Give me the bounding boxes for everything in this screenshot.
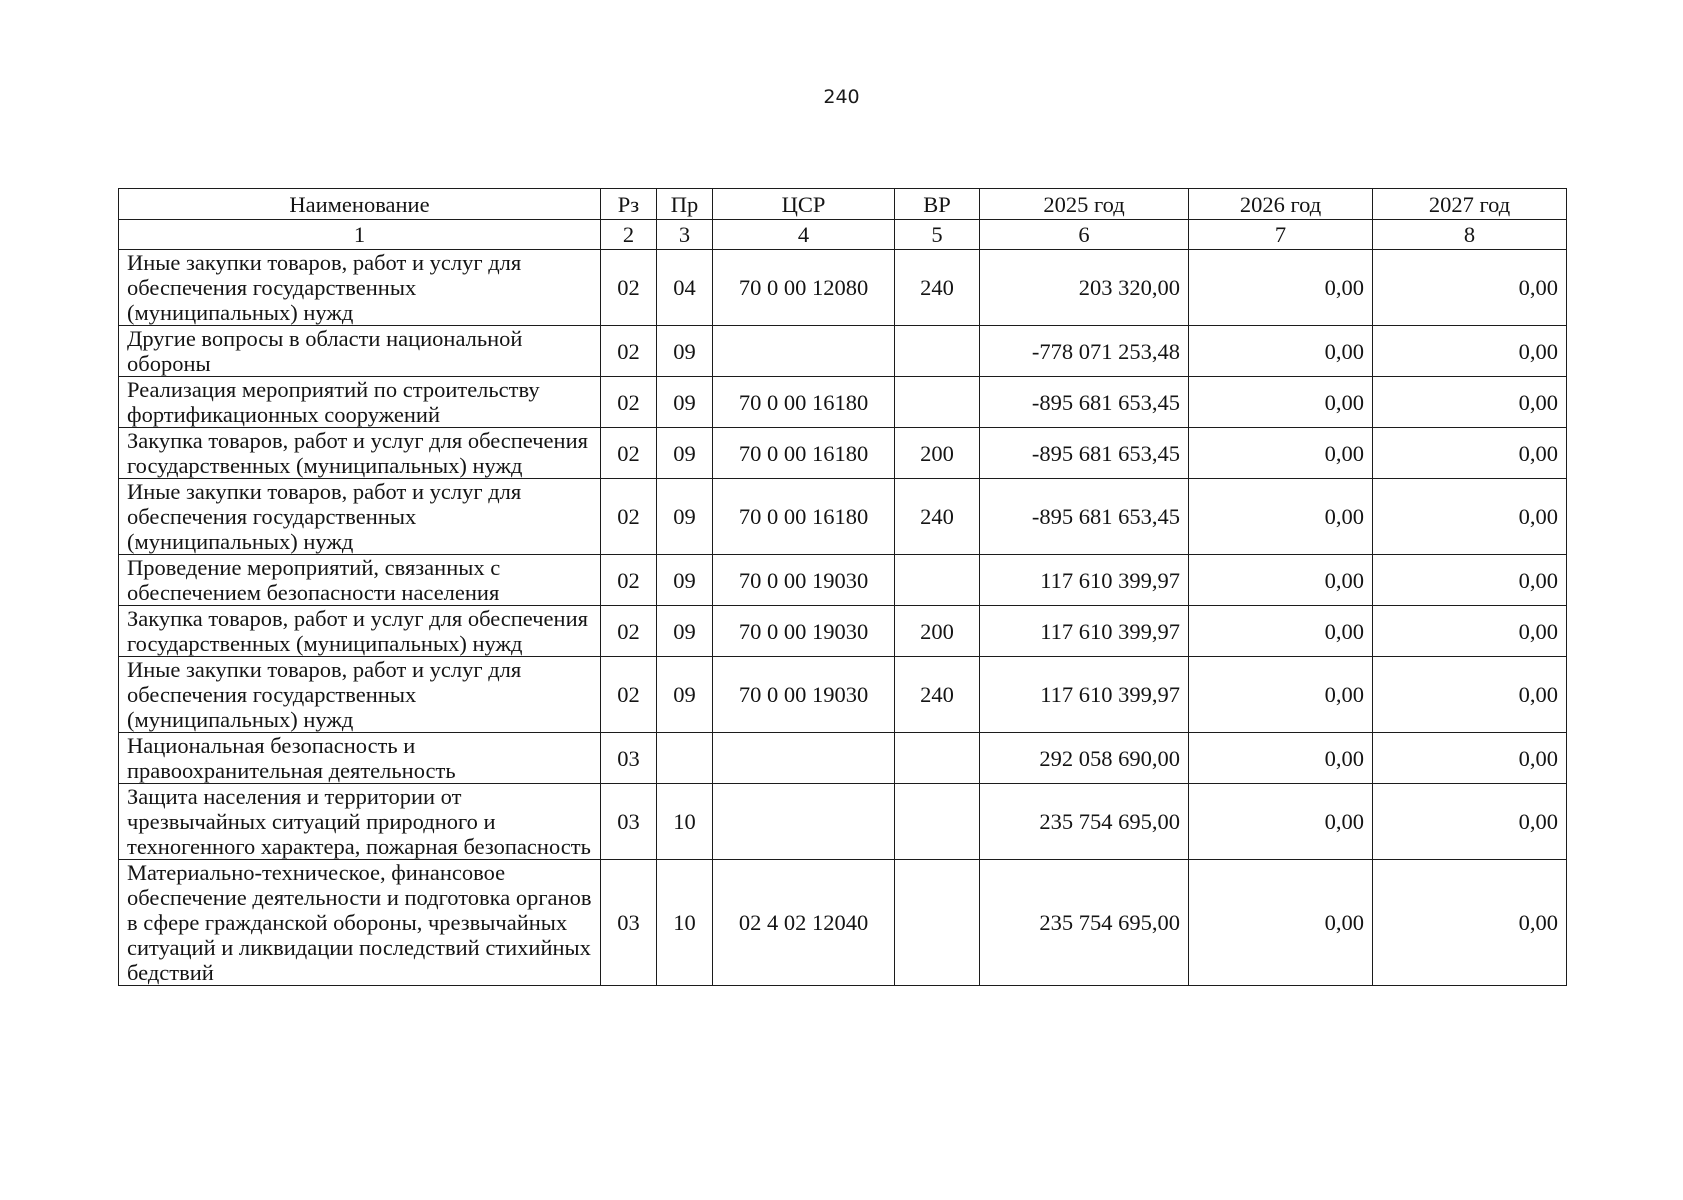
row-amount-2027: 0,00: [1373, 428, 1567, 479]
table-row: [119, 479, 1567, 555]
row-name: Реализация мероприятий по строительству фортификационных сооружений: [119, 377, 601, 428]
row-amount-2026: 0,00: [1189, 733, 1373, 784]
row-amount-2025: 117 610 399,97: [980, 555, 1189, 606]
row-name: Другие вопросы в области национальной обороны: [119, 326, 601, 377]
row-amount-2025: -895 681 653,45: [980, 377, 1189, 428]
row-csr: 70 0 00 19030: [713, 606, 895, 657]
row-amount-2027: 0,00: [1373, 784, 1567, 860]
row-csr: 70 0 00 12080: [713, 250, 895, 326]
row-amount-2025: 235 754 695,00: [980, 860, 1189, 986]
row-name: Иные закупки товаров, работ и услуг для обеспечения государственных (муниципальных) нужд: [119, 250, 601, 326]
row-vr: [895, 860, 980, 986]
row-amount-2025: -895 681 653,45: [980, 479, 1189, 555]
row-pr: 09: [657, 555, 713, 606]
row-pr: 09: [657, 428, 713, 479]
header-2026: 2026 год: [1189, 189, 1373, 220]
row-amount-2026: 0,00: [1189, 377, 1373, 428]
row-rz: 03: [601, 733, 657, 784]
row-amount-2027: 0,00: [1373, 555, 1567, 606]
row-amount-2025: 203 320,00: [980, 250, 1189, 326]
row-csr: 70 0 00 19030: [713, 657, 895, 733]
header-csr: ЦСР: [713, 189, 895, 220]
row-vr: 200: [895, 606, 980, 657]
row-amount-2026: 0,00: [1189, 326, 1373, 377]
row-amount-2025: -778 071 253,48: [980, 326, 1189, 377]
row-amount-2025: 235 754 695,00: [980, 784, 1189, 860]
row-pr: 09: [657, 657, 713, 733]
row-amount-2026: 0,00: [1189, 428, 1373, 479]
table-row: [119, 428, 1567, 479]
column-number: 2: [601, 220, 657, 250]
row-amount-2025: 117 610 399,97: [980, 606, 1189, 657]
row-amount-2027: 0,00: [1373, 377, 1567, 428]
row-name: Материально-техническое, финансовое обеспечение деятельности и подготовка органов в сфере гражданской обороны, чрезвычайных ситуаций и ликвидации последствий стихийных бедствий: [119, 860, 601, 986]
row-pr: 10: [657, 784, 713, 860]
row-amount-2026: 0,00: [1189, 657, 1373, 733]
row-csr: [713, 326, 895, 377]
row-vr: 240: [895, 479, 980, 555]
row-rz: 03: [601, 860, 657, 986]
budget-table: [118, 188, 1567, 986]
row-rz: 02: [601, 555, 657, 606]
table-row: [119, 377, 1567, 428]
table-row: [119, 860, 1567, 986]
row-rz: 02: [601, 428, 657, 479]
row-vr: [895, 555, 980, 606]
row-amount-2027: 0,00: [1373, 860, 1567, 986]
column-number: 5: [895, 220, 980, 250]
row-pr: 09: [657, 606, 713, 657]
row-name: Закупка товаров, работ и услуг для обеспечения государственных (муниципальных) нужд: [119, 428, 601, 479]
row-amount-2027: 0,00: [1373, 657, 1567, 733]
header-row: [119, 189, 1567, 220]
row-rz: 02: [601, 250, 657, 326]
table-row: [119, 657, 1567, 733]
row-csr: 70 0 00 16180: [713, 377, 895, 428]
row-name: Закупка товаров, работ и услуг для обеспечения государственных (муниципальных) нужд: [119, 606, 601, 657]
column-number-row: [119, 220, 1567, 250]
row-name: Иные закупки товаров, работ и услуг для обеспечения государственных (муниципальных) нужд: [119, 479, 601, 555]
row-amount-2027: 0,00: [1373, 733, 1567, 784]
table-body: [119, 250, 1567, 986]
row-rz: 03: [601, 784, 657, 860]
header-pr: Пр: [657, 189, 713, 220]
header-vr: ВР: [895, 189, 980, 220]
row-amount-2026: 0,00: [1189, 784, 1373, 860]
row-pr: 04: [657, 250, 713, 326]
table-row: [119, 555, 1567, 606]
header-rz: Рз: [601, 189, 657, 220]
row-rz: 02: [601, 606, 657, 657]
table-row: [119, 326, 1567, 377]
row-csr: 70 0 00 16180: [713, 428, 895, 479]
row-amount-2026: 0,00: [1189, 250, 1373, 326]
row-name: Иные закупки товаров, работ и услуг для обеспечения государственных (муниципальных) нужд: [119, 657, 601, 733]
row-name: Проведение мероприятий, связанных с обеспечением безопасности населения: [119, 555, 601, 606]
row-name: Защита населения и территории от чрезвычайных ситуаций природного и техногенного характера, пожарная безопасность: [119, 784, 601, 860]
column-number: 7: [1189, 220, 1373, 250]
row-vr: [895, 377, 980, 428]
table-row: [119, 733, 1567, 784]
page-number: 240: [823, 86, 860, 108]
row-amount-2026: 0,00: [1189, 860, 1373, 986]
row-amount-2025: -895 681 653,45: [980, 428, 1189, 479]
column-number: 3: [657, 220, 713, 250]
row-pr: [657, 733, 713, 784]
row-rz: 02: [601, 479, 657, 555]
row-pr: 09: [657, 377, 713, 428]
row-vr: [895, 733, 980, 784]
row-pr: 09: [657, 326, 713, 377]
header-name: Наименование: [119, 189, 601, 220]
row-amount-2026: 0,00: [1189, 555, 1373, 606]
row-amount-2025: 117 610 399,97: [980, 657, 1189, 733]
column-number: 4: [713, 220, 895, 250]
row-vr: [895, 326, 980, 377]
row-csr: [713, 784, 895, 860]
row-amount-2026: 0,00: [1189, 606, 1373, 657]
row-amount-2027: 0,00: [1373, 326, 1567, 377]
row-amount-2027: 0,00: [1373, 250, 1567, 326]
row-csr: 02 4 02 12040: [713, 860, 895, 986]
column-number: 8: [1373, 220, 1567, 250]
row-amount-2025: 292 058 690,00: [980, 733, 1189, 784]
row-pr: 09: [657, 479, 713, 555]
row-csr: 70 0 00 19030: [713, 555, 895, 606]
row-rz: 02: [601, 657, 657, 733]
row-amount-2027: 0,00: [1373, 479, 1567, 555]
table-row: [119, 784, 1567, 860]
row-rz: 02: [601, 326, 657, 377]
row-csr: [713, 733, 895, 784]
row-csr: 70 0 00 16180: [713, 479, 895, 555]
column-number: 6: [980, 220, 1189, 250]
row-vr: 240: [895, 250, 980, 326]
row-vr: 200: [895, 428, 980, 479]
row-amount-2026: 0,00: [1189, 479, 1373, 555]
row-amount-2027: 0,00: [1373, 606, 1567, 657]
row-vr: [895, 784, 980, 860]
header-2025: 2025 год: [980, 189, 1189, 220]
table-row: [119, 250, 1567, 326]
row-rz: 02: [601, 377, 657, 428]
row-vr: 240: [895, 657, 980, 733]
row-pr: 10: [657, 860, 713, 986]
header-2027: 2027 год: [1373, 189, 1567, 220]
row-name: Национальная безопасность и правоохранительная деятельность: [119, 733, 601, 784]
column-number: 1: [119, 220, 601, 250]
table-row: [119, 606, 1567, 657]
